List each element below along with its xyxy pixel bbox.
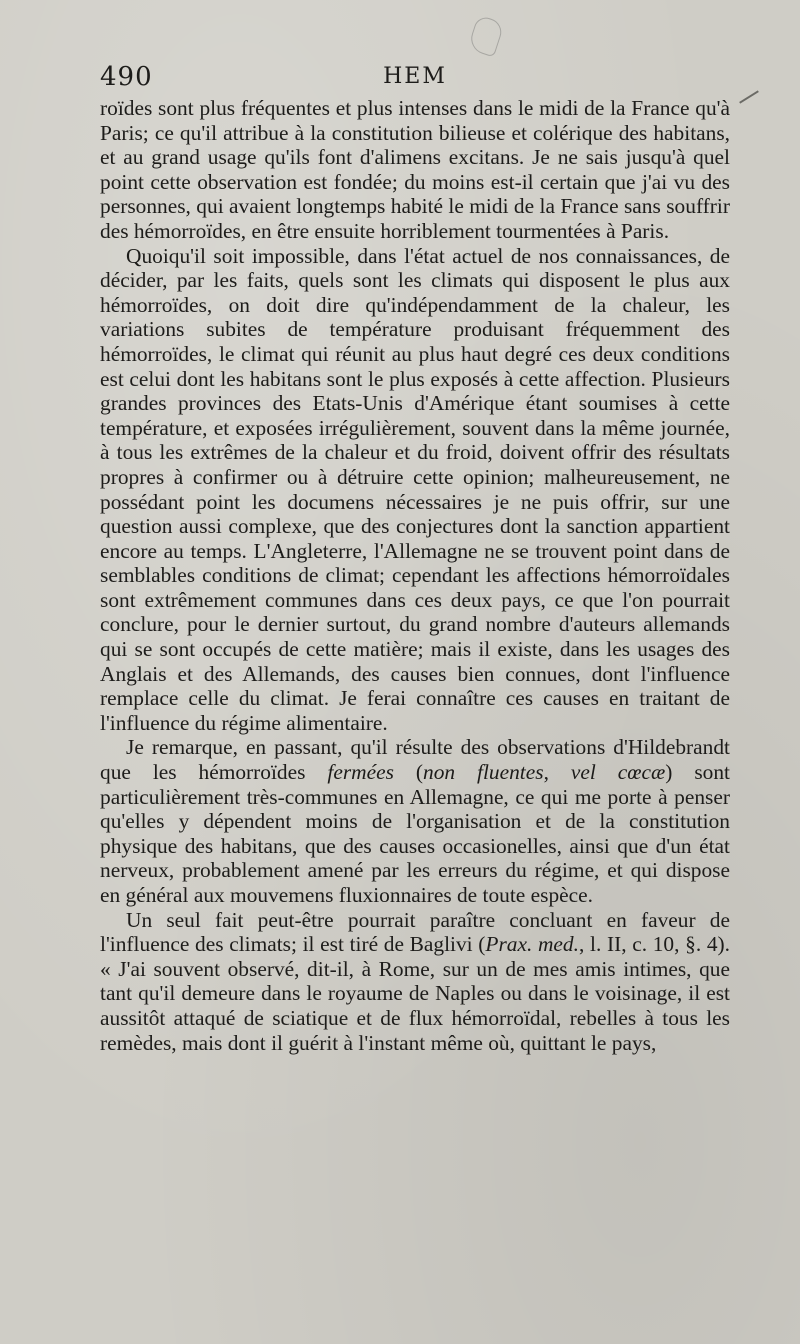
text-run: , (543, 760, 571, 785)
italic-term: non fluentes (423, 760, 544, 785)
text-run: ) sont particulièrement très-communes en Allemagne, ce qui me porte à penser qu'elles y dépendent moins de l'organisation et de la constitution physique des habitans, que des causes occasionelles, ainsi que d'un état nerveux, probablement amené par les erreurs du régime, et qui dispose en général aux mouvemens fluxionnaires de toute espèce. (100, 760, 730, 907)
running-title: HEM (383, 64, 447, 89)
text-run: Je remarque, en passant, qu'il résulte des observations d'Hildebrandt que les hémorroïdes (100, 735, 730, 785)
italic-term: fermées (327, 760, 394, 785)
library-stamp-mark (467, 15, 505, 58)
paragraph-1 (100, 96, 730, 244)
running-head (100, 62, 730, 96)
page-number: 490 (100, 62, 153, 92)
margin-pencil-mark (739, 90, 759, 103)
paragraph-4 (100, 908, 730, 1056)
text-run: ( (393, 760, 423, 785)
text-run: , l. II, c. 10, §. 4). « J'ai souvent observé, dit-il, à Rome, sur un de mes amis intimes, que tant qu'il demeure dans le royaume de Naples ou dans le voisinage, il est aussitôt attaqué de sciatique et de flux hémorroïdal, rebelles à tous les remèdes, mais dont il guérit à l'instant même où, quittant le pays, (100, 932, 731, 1055)
paragraph-3 (100, 735, 730, 907)
text-run: Quoiqu'il soit impossible, dans l'état actuel de nos connaissances, de décider, par les faits, quels sont les climats qui disposent le plus aux hémorroïdes, on doit dire qu'indépendamment de la chaleur, les variations subites de température produisant fréquemment des hémorroïdes, le climat qui réunit au plus haut degré ces deux conditions est celui dont les habitans sont le plus exposés à cette affection. Plusieurs grandes provinces des Etats-Unis d'Amérique étant soumises à cette température, et exposées irrégulièrement, souvent dans la même journée, à tous les extrêmes de la chaleur et du froid, doivent offrir des résultats propres à confirmer ou à détruire cette opinion; malheureusement, ne possédant point les documens nécessaires je ne puis offrir, sur une question aussi complexe, que des conjectures dont la sanction appartient encore au temps. L'Angleterre, l'Allemagne ne se trouvent point dans de semblables conditions de climat; cependant les affections hémorroïdales sont extrêmement communes dans ces deux pays, ce que l'on pourrait conclure, pour le dernier surtout, du grand nombre d'auteurs allemands qui se sont occupés de cette matière; mais il existe, dans les usages des Anglais et des Allemands, des causes bien connues, dont l'influence remplace celle du climat. Je ferai connaître ces causes en traitant de l'influence du régime alimentaire. (100, 243, 730, 735)
italic-term: vel cœcæ (570, 760, 666, 785)
paragraph-2 (100, 244, 730, 736)
text-run: roïdes sont plus fréquentes et plus intenses dans le midi de la France qu'à Paris; ce qu'il attribue à la constitution bilieuse et colérique des habitans, et au grand usage qu'ils font d'alimens excitans. Je ne sais jusqu'à quel point cette observation est fondée; du moins est-il certain que j'ai vu des personnes, qui avaient longtemps habité le midi de la France sans souffrir des hémorroïdes, en être ensuite horriblement tourmentées à Paris. (100, 96, 730, 243)
italic-citation: Prax. med. (485, 932, 579, 957)
text-run: Un seul fait peut-être pourrait paraître concluant en faveur de l'influence des climats; il est tiré de Baglivi ( (100, 907, 730, 957)
body-text (100, 96, 730, 1055)
